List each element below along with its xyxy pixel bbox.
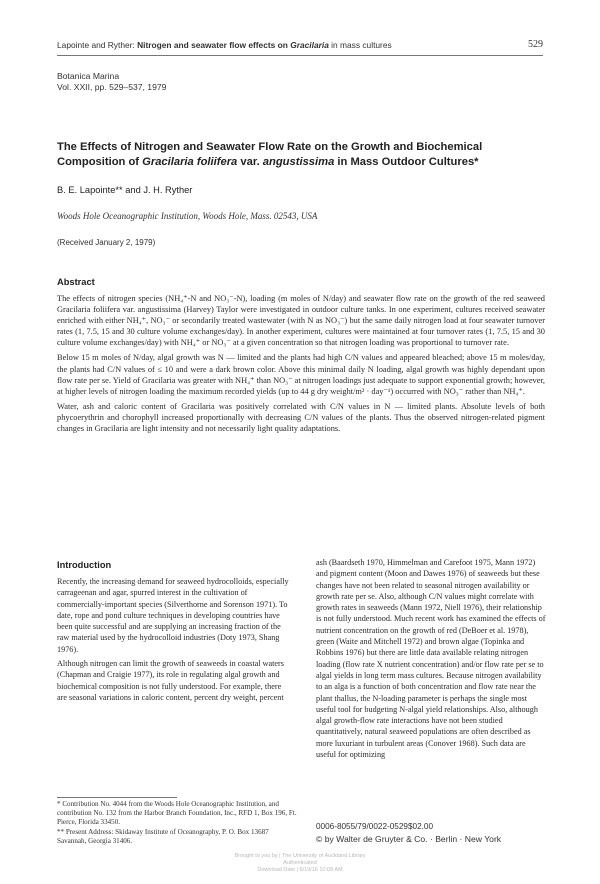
abstract-paragraph-3: Water, ash and caloric content of Gracilaria was positively correlated with C/N values in N — limited plants. Absolute levels of both phycoerythrin and chorophyll increased proportionally with decreasing C/N values of the plants. Thus the observed nitrogen-related pigment changes in Gracilaria are light intensity and not necessarily light quality adaptations. (57, 401, 545, 434)
header-rule (57, 55, 543, 56)
article-title: The Effects of Nitrogen and Seawater Flow Rate on the Growth and Biochemical Composition of Gracilaria foliifera var. angustissima in Mass Outdoor Cultures* (57, 141, 483, 168)
abstract-paragraph-1: The effects of nitrogen species (NH₄⁺-N and NO₃⁻-N), loading (m moles of N/day) and seawater flow rate on the growth of the red seaweed Gracilaria foliifera var. angustissima (Harvey) Taylor were investigated in outdoor culture tanks. In one experiment, cultures received seawater enriched with either NH₄⁺, NO₃⁻ or secondarily treated wastewater (with N as NO₃⁻) but the same daily nitrogen load at four seawater turnover rates (1, 7.5, 15 and 30 culture volume exchanges/day). In another experiment, cultures were maintained at four turnover rates (1, 7.5, 15 and 30 culture volume exchanges/day) with NH₄⁺ or NO₃⁻ at a given concentration so that nitrogen loading was proportional to turnover rate. (57, 294, 545, 348)
journal-info (57, 71, 166, 92)
journal-name: Botanica Marina (57, 71, 120, 81)
abstract-heading: Abstract (57, 277, 95, 287)
abstract-body (57, 293, 545, 438)
intro-paragraph-2: Although nitrogen can limit the growth of seaweeds in coastal waters (Chapman and Craigie 1977), its role in regulating algal growth and biochemical composition is not fully understood. For example, there are seasonal variations in caloric content, percent dry weight, percent (57, 659, 284, 702)
footnote-rule (57, 797, 177, 798)
received-date: (Received January 2, 1979) (57, 238, 156, 247)
journal-volume: Vol. XXII, pp. 529–537, 1979 (57, 81, 167, 92)
running-header (57, 40, 543, 54)
page-number: 529 (528, 39, 543, 50)
intro-column-left (57, 576, 293, 706)
authors: B. E. Lapointe** and J. H. Ryther (57, 185, 193, 195)
abstract-paragraph-2: Below 15 m moles of N/day, algal growth was N — limited and the plants had high C/N values and appeared bleached; above 15 m moles/day, the plants had C/N values of ≤ 10 and were a dark brown color. Above this minimal daily N loading, algal growth was highly dependant upon flow rate per se. Yield of Gracilaria was greater with NH₄⁺ than NO₃⁻ at nitrogen loadings just adequate to support exponential growth; however, at higher levels of nitrogen loading the maximum recorded yields (up to 44 g dry weight/m² · day⁻¹) occurred with NO₃⁻ rather than NH₄⁺. (57, 353, 546, 396)
running-head-title: Lapointe and Ryther: Nitrogen and seawater flow effects on Gracilaria in mass cultures (57, 40, 392, 50)
affiliation: Woods Hole Oceanographic Institution, Woods Hole, Mass. 02543, USA (57, 211, 318, 221)
footnote-1: * Contribution No. 4044 from the Woods Hole Oceanographic Institution, and contribution No. 132 from the Harbor Branch Foundation, Inc., RFD 1, Box 196, Ft. Pierce, Florida 33450. (57, 800, 297, 826)
intro-paragraph-continued: ash (Baardseth 1970, Himmelman and Carefoot 1975, Mann 1972) and pigment content (Moon and Dawes 1976) of seaweeds but these changes have not been related to seasonal nitrogen availability or growth rate per se. Also, although C/N values might correlate with growth rates in seaweeds (Mann 1972, Niell 1976), their relationship is not fully understood. Much recent work has examined the effects of nutrient concentration on the growth of red (DeBoer et al. 1978), green (Waite and Mitchell 1972) and brown algae (Topinka and Robbins 1976) but there are little data available relating nitrogen loading (flow rate X nutrient concentration) and/or flow rate per se to algal yields in long term mass cultures. Because nitrogen availability to an alga is a function of both concentration and flow rate near the plant thallus, the N-loading parameter is perhaps the single most useful tool for budgeting N-algal yield relationships. Also, although algal growth-flow rate interactions have not been studied quantitatively, natural seaweed populations are often described as more luxuriant in turbulent areas (Conover 1968). Such data are useful for optimizing (316, 558, 546, 760)
footnote-2: ** Present Address: Skidaway Institute of Oceanography, P. O. Box 13687 Savannah, Georgia 31406. (57, 828, 269, 846)
issn-code: 0006-8055/79/0022-0529$02.00 (316, 822, 434, 831)
introduction-heading: Introduction (57, 560, 112, 570)
download-watermark: Brought to you by | The University of Auckland Library Authenticated Download Date | 6/19/16 10:08 AM (234, 853, 366, 873)
intro-column-right (316, 557, 546, 760)
footnotes (57, 800, 297, 848)
intro-paragraph-1: Recently, the increasing demand for seaweed hydrocolloids, especially carrageenan and agar, spurred interest in the cultivation of commercially-important species (Silverthorne and Sorenson 1971). To date, rope and pond culture techniques in developing countries have been quite successful and are supplying an increasing fraction of the raw material used by the hydrocolloid industries (Doty 1973, Shang 1976). (57, 577, 289, 654)
publisher-line: © by Walter de Gruyter & Co. · Berlin · New York (316, 834, 502, 844)
